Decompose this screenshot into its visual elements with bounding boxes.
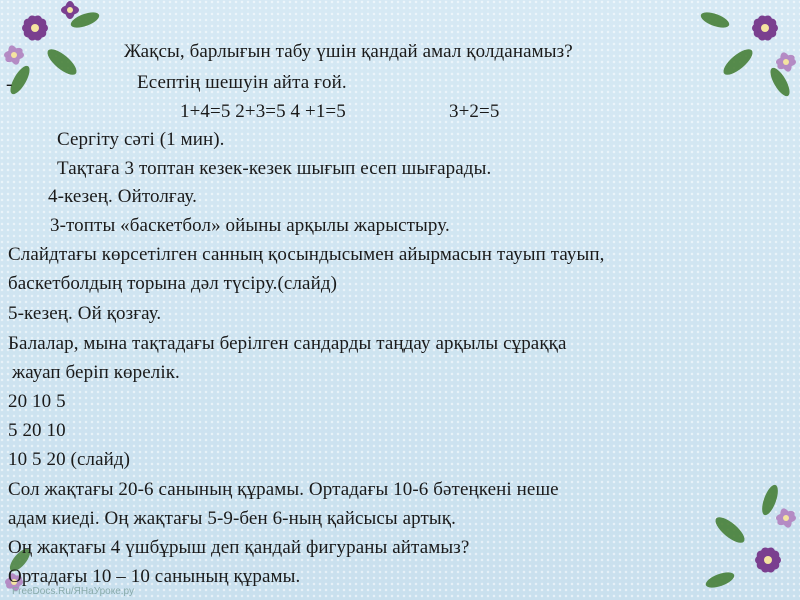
text-line: Ортадағы 10 – 10 санының құрамы. — [8, 566, 301, 587]
flower-corner-top-right-icon — [690, 0, 800, 110]
text-line: Оң жақтағы 4 үшбұрыш деп қандай фигураны айтамыз? — [8, 537, 470, 558]
text-line: Жақсы, барлығын табу үшін қандай амал қолданамыз? — [124, 41, 573, 62]
section-heading: 5-кезең. Ой қозғау. — [8, 303, 162, 324]
text-line: Слайдтағы көрсетілген санның қосындысымен айырмасын тауып тауып, — [8, 244, 605, 265]
text-line: 5 20 10 — [8, 420, 66, 441]
text-line: жауап беріп көрелік. — [12, 362, 180, 383]
text-line: Балалар, мына тақтадағы берілген сандарды таңдау арқылы сұраққа — [8, 333, 567, 354]
text-line: - — [6, 74, 13, 95]
text-line: Тақтаға 3 топтан кезек-кезек шығып есеп шығарады. — [57, 158, 492, 179]
text-line: баскетболдың торына дәл түсіру.(слайд) — [8, 273, 338, 294]
text-line: Сол жақтағы 20-6 санының құрамы. Ортадағы 10-6 бәтеңкені неше — [8, 479, 559, 500]
watermark: FreeDocs.Ru/ЯНаУроке.ру — [12, 586, 134, 597]
section-heading: 4-кезең. Ойтолғау. — [48, 186, 197, 207]
text-line: 20 10 5 — [8, 391, 66, 412]
text-line: адам киеді. Оң жақтағы 5-9-бен 6-ның қайсысы артық. — [8, 508, 456, 529]
text-line: 3-топты «баскетбол» ойыны арқылы жарыстыру. — [50, 215, 450, 236]
text-line: Сергіту сәті (1 мин). — [57, 129, 225, 150]
flower-corner-bottom-right-icon — [690, 470, 800, 600]
text-line: Есептің шешуін айта ғой. — [137, 72, 347, 93]
text-line: 10 5 20 (слайд) — [8, 449, 131, 470]
text-line: 3+2=5 — [449, 101, 500, 122]
text-line: 1+4=5 2+3=5 4 +1=5 — [180, 101, 346, 122]
flower-corner-top-left-icon — [0, 0, 110, 110]
